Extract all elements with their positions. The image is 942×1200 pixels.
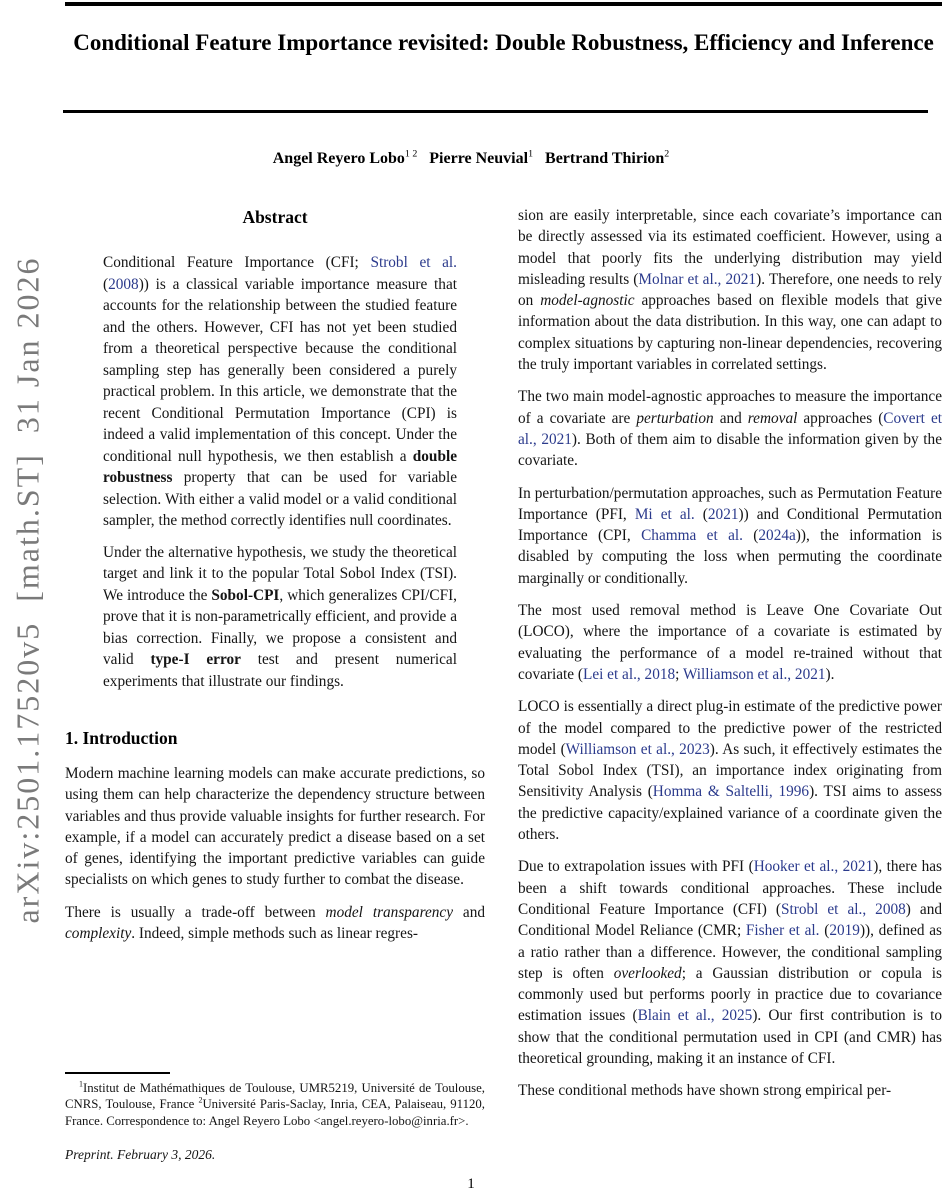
citation-link[interactable]: Williamson et al., 2023 — [565, 740, 710, 758]
body-paragraph — [518, 483, 942, 589]
intro-paragraph — [65, 763, 485, 891]
footnote-block — [65, 1072, 485, 1163]
text-segment: sion are easily interpretable, since each covariate’s importance can be directly assessed via its estimated coefficient. However, using a model that poorly fits the underlying distribution may yield misleading results ( — [518, 207, 942, 288]
abstract-heading: Abstract — [242, 207, 308, 227]
text-segment: Modern machine learning models can make accurate predictions, so using them can help characterize the dependency structure between variables and thus provide valuable insights for further research. For example, if a model can accurately predict a disease based on a set of genes, identifying the important predictive variables can guide specialists on which genes to study further to combat the disease. — [65, 765, 485, 889]
section-heading-introduction: 1. Introduction — [65, 728, 178, 748]
text-segment: 1 — [528, 148, 534, 160]
text-segment: These conditional methods have shown strong empirical per- — [518, 1082, 892, 1100]
author-line — [0, 150, 942, 168]
text-segment: removal — [747, 409, 798, 427]
text-segment: ( — [103, 275, 109, 293]
text-segment: and — [713, 409, 748, 427]
citation-link[interactable]: Lei et al., 2018 — [582, 665, 676, 683]
text-segment: In perturbation/permutation approaches, such as Permutation Feature Importance (PFI, — [518, 484, 942, 523]
citation-link[interactable]: Covert et al., 2021 — [518, 409, 942, 448]
citation-link[interactable]: 2024a — [758, 527, 796, 545]
text-segment: 2 — [198, 1096, 203, 1106]
text-segment: perturbation — [636, 409, 714, 427]
text-segment: and — [452, 903, 485, 921]
text-segment: ( — [819, 922, 830, 940]
left-column — [65, 205, 485, 1163]
text-segment: test and present numerical experiments that illustrate our findings. — [103, 651, 457, 690]
text-segment: 1 — [79, 1079, 83, 1089]
citation-link[interactable]: Mi et al. — [634, 505, 695, 523]
citation-link[interactable]: Williamson et al., 2021 — [682, 665, 826, 683]
citation-link[interactable]: Homma & Saltelli, 1996 — [652, 783, 810, 801]
citation-link[interactable]: Fisher et al. — [745, 922, 820, 940]
citation-link[interactable]: Hooker et al., 2021 — [753, 858, 874, 876]
citation-link[interactable]: 2019 — [829, 922, 860, 940]
text-segment: Pierre Neuvial — [429, 150, 529, 167]
citation-link[interactable]: Strobl et al., 2008 — [780, 900, 906, 918]
text-segment: The two main model-agnostic approaches to measure the importance of a covariate are — [518, 388, 942, 427]
text-segment: ). Our first contribution is to show that the conditional permutation used in CPI (and CMR) has theoretical grounding, making it an instance of CFI. — [518, 1007, 942, 1067]
text-segment: Angel Reyero Lobo — [272, 150, 405, 167]
citation-link[interactable]: Chamma et al. — [641, 527, 743, 545]
abstract-paragraph — [103, 252, 457, 532]
text-segment: 1 2 — [404, 148, 418, 160]
citation-link[interactable]: Strobl et al. — [370, 254, 458, 271]
text-segment: There is usually a trade-off between — [65, 903, 326, 921]
paper-title: Conditional Feature Importance revisited: Double Robustness, Efficiency and Inference — [73, 30, 934, 55]
text-segment: , which generalizes CPI/CFI, prove that it is non-parametrically efficient, and provide a bias correction. Finally, we propose a consistent and valid — [103, 586, 457, 668]
text-segment: Sobol-CPI — [211, 586, 280, 604]
body-paragraph — [518, 1080, 942, 1101]
text-segment: ; a Gaussian distribution or copula is commonly used but performs poorly in practice due to covariance estimation issues ( — [518, 964, 942, 1025]
body-paragraph — [518, 600, 942, 685]
abstract-body — [65, 252, 485, 702]
abstract-paragraph — [103, 542, 457, 693]
arxiv-watermark: arXiv:2501.17520v5 [math.ST] 31 Jan 2026 — [9, 256, 46, 924]
text-segment: model transparency — [325, 903, 453, 921]
text-segment: approaches based on flexible models that give information about the data distribution. In this way, one can adapt to complex situations by capturing non-linear dependencies, recovering the truly important variables in correlated settings. — [518, 292, 942, 374]
preprint-date-note: Preprint. February 3, 2026. — [65, 1147, 216, 1162]
text-segment: ). As such, it effectively estimates the Total Sobol Index (TSI), an importance index originating from Sensitivity Analysis ( — [518, 740, 942, 801]
text-segment: ( — [742, 527, 759, 545]
text-segment: ). TSI aims to assess the predictive capacity/explained variance of a coordinate given the others. — [518, 783, 942, 844]
text-segment: Institut de Mathémathiques de Toulouse, UMR5219, Université de Toulouse, CNRS, Toulouse, France — [65, 1080, 485, 1112]
body-paragraph — [518, 856, 942, 1069]
text-segment: 2 — [664, 148, 670, 160]
text-segment: ). Both of them aim to disable the information given by the covariate. — [518, 430, 942, 470]
title-rule — [63, 110, 928, 113]
text-segment: overlooked — [613, 964, 682, 982]
text-segment: ). Therefore, one needs to rely on — [518, 270, 942, 310]
right-column — [518, 205, 942, 1163]
citation-link[interactable]: Molnar et al., 2021 — [638, 270, 757, 288]
text-segment: The most used removal method is Leave One Covariate Out (LOCO), where the importance of a covariate is estimated by evaluating the performance of a model re-trained without that covariate ( — [518, 602, 942, 683]
text-segment: )) is a classical variable importance measure that accounts for the relationship between the studied feature and the others. However, CFI has not yet been studied from a theoretical perspective because the conditional sampling step has generally been considered a purely practical problem. In this article, we demonstrate that the recent Conditional Permutation Importance (CPI) is indeed a valid implementation of this concept. Under the conditional null hypothesis, we then establish a — [103, 275, 457, 465]
body-paragraph — [518, 386, 942, 471]
text-segment: )) and Conditional Permutation Importance (CPI, — [518, 505, 942, 545]
text-segment: ). — [825, 665, 835, 683]
text-segment: double robustness — [103, 447, 457, 486]
text-segment: ; — [675, 665, 683, 683]
text-segment: Conditional Feature Importance (CFI; — [103, 254, 371, 271]
top-rule — [65, 2, 942, 6]
text-segment: Due to extrapolation issues with PFI ( — [518, 858, 754, 876]
text-segment: )), the information is disabled by computing the loss when permuting the coordinate marginally or conditionally. — [518, 527, 942, 587]
body-paragraph — [518, 696, 942, 845]
intro-paragraph — [65, 902, 485, 945]
page-number: 1 — [467, 1176, 475, 1192]
text-segment: approaches ( — [797, 409, 884, 427]
text-segment: Université Paris-Saclay, Inria, CEA, Palaiseau, 91120, France. Correspondence to: Angel Reyero Lobo <angel.reyero-lobo@inria.fr>. — [65, 1097, 485, 1129]
affiliation-footnote — [65, 1080, 485, 1130]
footnote-rule — [65, 1072, 170, 1074]
text-segment: Bertrand Thirion — [545, 150, 665, 167]
text-segment — [417, 150, 429, 167]
citation-link[interactable]: Blain et al., 2025 — [637, 1007, 753, 1025]
text-segment: complexity — [65, 925, 132, 943]
text-segment: ( — [694, 505, 708, 523]
text-segment: type-I error — [150, 651, 241, 668]
citation-link[interactable]: 2021 — [707, 505, 739, 523]
body-paragraph — [518, 205, 942, 375]
text-segment: Under the alternative hypothesis, we study the theoretical target and link it to the popular Total Sobol Index (TSI). We introduce the — [103, 543, 457, 604]
text-segment: ) and Conditional Model Reliance (CMR; — [518, 900, 942, 940]
text-segment: )), defined as a ratio rather than a difference. However, the conditional sampling step is often — [518, 922, 942, 982]
citation-link[interactable]: 2008 — [108, 275, 139, 293]
text-segment: ), there has been a shift towards conditional approaches. These include Conditional Feature Importance (CFI) ( — [518, 858, 942, 918]
text-segment: LOCO is essentially a direct plug-in estimate of the predictive power of the model compared to the predictive power of the restricted model ( — [518, 698, 942, 758]
text-segment — [533, 150, 545, 167]
two-column-body — [65, 205, 942, 1163]
text-segment: property that can be used for variable selection. With either a valid model or a valid conditional sampler, the method correctly identifies null coordinates. — [103, 469, 457, 529]
text-segment: model-agnostic — [540, 292, 635, 310]
text-segment: . Indeed, simple methods such as linear regres- — [131, 925, 418, 943]
